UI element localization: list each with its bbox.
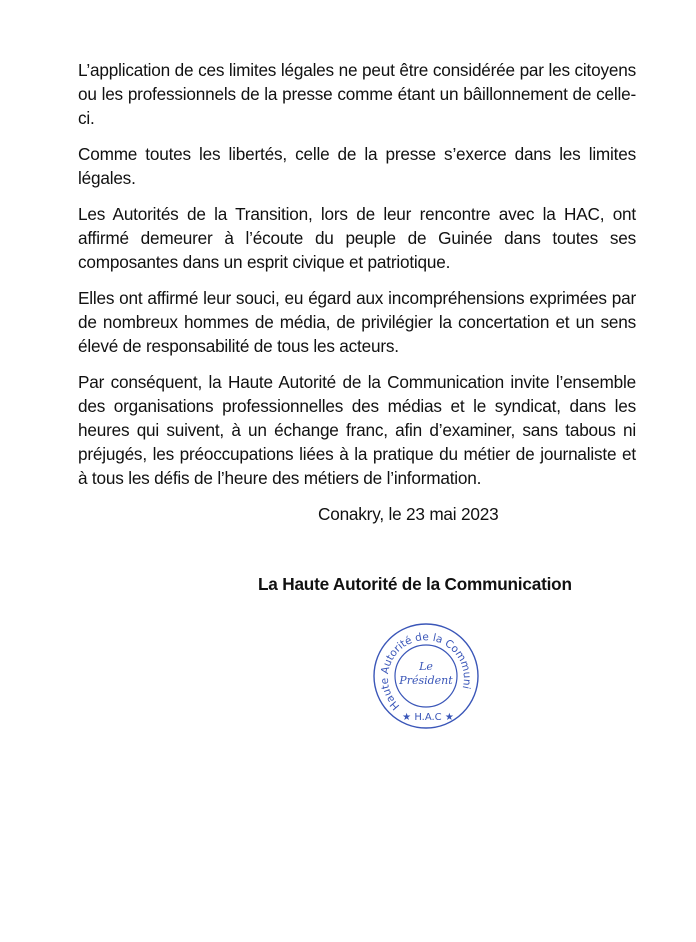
paragraph-concertation: Elles ont affirmé leur souci, eu égard aux incompréhensions exprimées par de nombreux hommes de média, de privilégier la concertation et un sens élevé de responsabilité de tous les acteurs.: [78, 288, 636, 356]
stamp-bottom-text: ★ H.A.C ★: [402, 712, 454, 723]
place-and-date: Conakry, le 23 mai 2023: [318, 504, 499, 524]
stamp-center-line2: Président: [399, 674, 453, 687]
paragraph-invitation: Par conséquent, la Haute Autorité de la Communication invite l’ensemble des organisations professionnelles des médias et le syndicat, dans les heures qui suivent, à un échange franc, afin d’examiner, sans tabous ni préjugés, les préoccupations liées à la pratique du métier de journaliste et à tous les défis de l’heure des métiers de l’information.: [78, 372, 636, 488]
official-stamp: [370, 620, 482, 732]
stamp-graphic: [370, 620, 482, 732]
paragraph-press-freedom: Comme toutes les libertés, celle de la presse s’exerce dans les limites légales.: [78, 144, 636, 188]
paragraph-legal-limits: L’application de ces limites légales ne peut être considérée par les citoyens ou les professionnels de la presse comme étant un bâillonnement de celle-ci.: [78, 60, 636, 128]
paragraph-transition-authorities: Les Autorités de la Transition, lors de leur rencontre avec la HAC, ont affirmé demeurer à l’écoute du peuple de Guinée dans toutes ses composantes dans un esprit civique et patriotique.: [78, 204, 636, 272]
signatory-name: La Haute Autorité de la Communication: [258, 574, 572, 594]
stamp-center-line1: Le: [419, 660, 433, 673]
stamp-ring-textpath: Haute Autorité de la Communi: [378, 631, 474, 713]
letter-body: [78, 58, 636, 502]
